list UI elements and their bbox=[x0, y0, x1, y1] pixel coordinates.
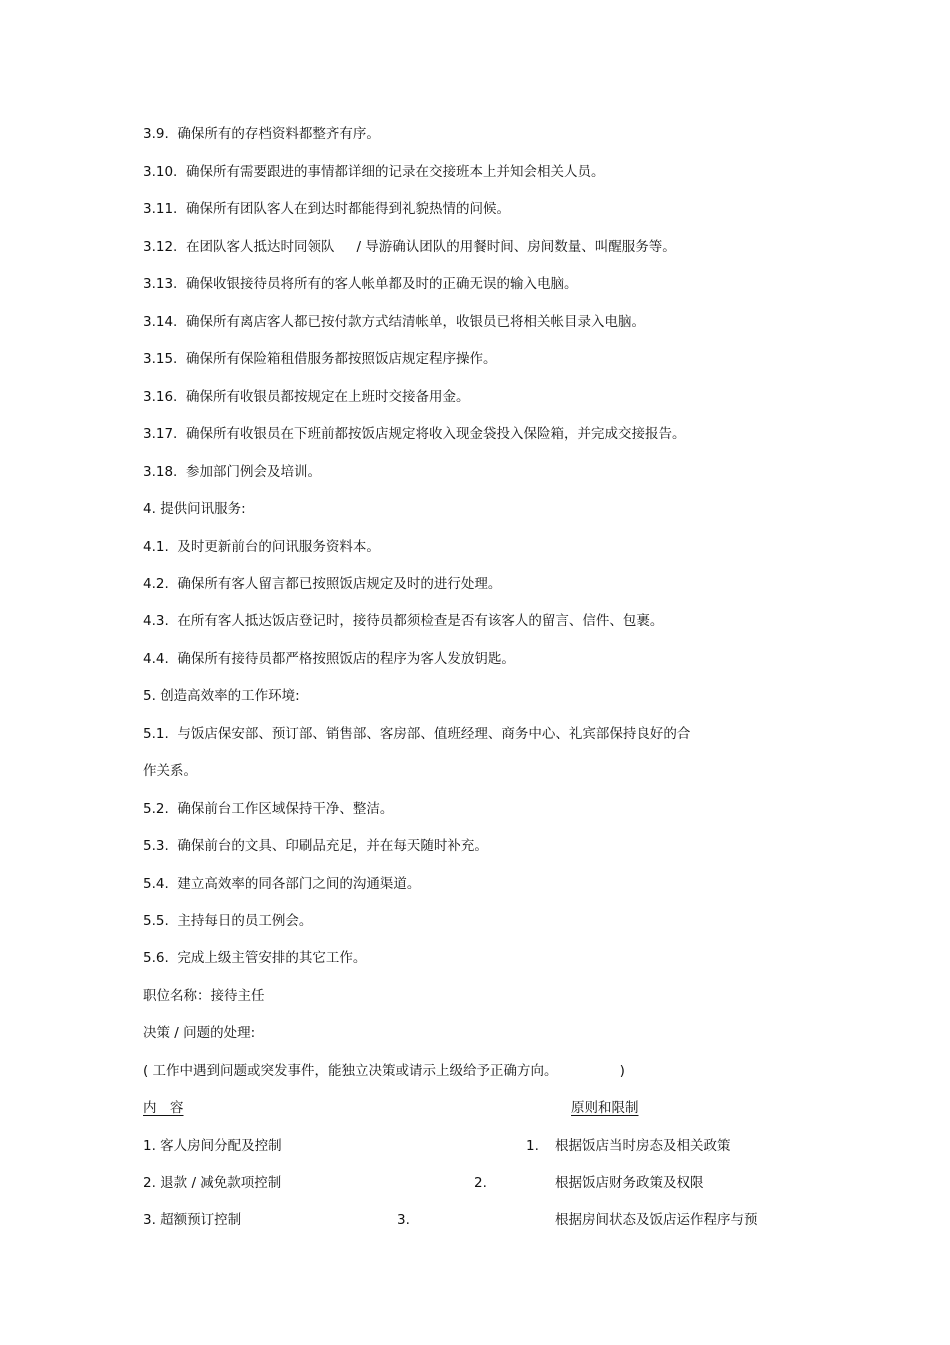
item-number: 5. bbox=[143, 688, 156, 704]
item-text: 与饭店保安部、预订部、销售部、客房部、值班经理、商务中心、礼宾部保持良好的合 bbox=[177, 726, 691, 742]
item-number: 4.1. bbox=[143, 539, 169, 555]
list-item bbox=[143, 725, 690, 743]
item-number: 3.14. bbox=[143, 314, 178, 330]
column-header-principle: 原则和限制 bbox=[571, 1100, 639, 1116]
table-cell-principle: 根据饭店财务政策及权限 bbox=[555, 1175, 704, 1191]
item-text: 在所有客人抵达饭店登记时，接待员都须检查是否有该客人的留言、信件、包裹。 bbox=[177, 613, 664, 629]
table-cell-number: 2. bbox=[474, 1175, 487, 1191]
item-text: 确保所有接待员都严格按照饭店的程序为客人发放钥匙。 bbox=[177, 651, 515, 667]
item-text: 主持每日的员工例会。 bbox=[177, 913, 313, 929]
item-text: 参加部门例会及培训。 bbox=[185, 464, 321, 480]
item-text: 确保所有离店客人都已按付款方式结清帐单，收银员已将相关帐目录入电脑。 bbox=[185, 314, 645, 330]
item-number: 5.4. bbox=[143, 876, 169, 892]
item-number: 4. bbox=[143, 501, 156, 517]
list-item bbox=[143, 949, 366, 967]
item-number: 3.17. bbox=[143, 426, 178, 442]
item-text: 提供问讯服务: bbox=[160, 501, 246, 517]
list-item bbox=[143, 163, 604, 181]
item-text: / 导游确认团队的用餐时间、房间数量、叫醒服务等。 bbox=[356, 239, 676, 255]
item-text: 作关系。 bbox=[143, 763, 197, 779]
item-number: 5.5. bbox=[143, 913, 169, 929]
list-item bbox=[143, 238, 676, 256]
table-cell-number: 3. bbox=[397, 1212, 410, 1228]
item-number: 5.6. bbox=[143, 950, 169, 966]
list-item bbox=[143, 350, 496, 368]
item-number: 5.3. bbox=[143, 838, 169, 854]
list-item bbox=[143, 837, 488, 855]
item-text: 确保前台的文具、印刷品充足，并在每天随时补充。 bbox=[177, 838, 488, 854]
list-item bbox=[143, 650, 515, 668]
item-text: 建立高效率的同各部门之间的沟通渠道。 bbox=[177, 876, 421, 892]
table-cell-content: 3. 超额预订控制 bbox=[143, 1212, 242, 1228]
item-number: 3.11. bbox=[143, 201, 178, 217]
list-item bbox=[143, 800, 393, 818]
item-text: 完成上级主管安排的其它工作。 bbox=[177, 950, 367, 966]
list-item bbox=[143, 575, 501, 593]
item-text: 确保所有客人留言都已按照饭店规定及时的进行处理。 bbox=[177, 576, 502, 592]
item-text: 确保所有团队客人在到达时都能得到礼貌热情的问候。 bbox=[185, 201, 510, 217]
item-number: 5.2. bbox=[143, 801, 169, 817]
list-item bbox=[143, 388, 469, 406]
item-text: 确保前台工作区域保持干净、整洁。 bbox=[177, 801, 394, 817]
table-cell-content: 1. 客人房间分配及控制 bbox=[143, 1138, 282, 1154]
item-number: 3.18. bbox=[143, 464, 178, 480]
list-item bbox=[143, 875, 420, 893]
section-heading bbox=[143, 687, 300, 705]
item-text: 确保所有收银员在下班前都按饭店规定将收入现金袋投入保险箱，并完成交接报告。 bbox=[185, 426, 686, 442]
list-item-continuation bbox=[143, 762, 197, 780]
item-number: 3.12. bbox=[143, 239, 178, 255]
item-number: 3.9. bbox=[143, 126, 169, 142]
item-number: 3.16. bbox=[143, 389, 178, 405]
table-cell-principle: 根据房间状态及饭店运作程序与预 bbox=[555, 1212, 758, 1228]
list-item bbox=[143, 538, 380, 556]
item-text: 创造高效率的工作环境: bbox=[160, 688, 300, 704]
item-text: 确保所有保险箱租借服务都按照饭店规定程序操作。 bbox=[185, 351, 497, 367]
item-number: 3.15. bbox=[143, 351, 178, 367]
position-title: 职位名称：接待主任 bbox=[143, 988, 265, 1004]
list-item bbox=[143, 313, 645, 331]
item-text: 确保所有收银员都按规定在上班时交接备用金。 bbox=[185, 389, 470, 405]
item-text: 在团队客人抵达时同领队 bbox=[185, 239, 335, 255]
decision-note-text: ( 工作中遇到问题或突发事件，能独立决策或请示上级给予正确方向。 bbox=[143, 1063, 558, 1079]
list-item bbox=[143, 425, 685, 443]
list-item bbox=[143, 275, 577, 293]
item-number: 4.4. bbox=[143, 651, 169, 667]
item-text: 及时更新前台的问讯服务资料本。 bbox=[177, 539, 380, 555]
item-number: 3.10. bbox=[143, 164, 178, 180]
list-item bbox=[143, 200, 510, 218]
item-number: 4.2. bbox=[143, 576, 169, 592]
decision-note bbox=[143, 1062, 625, 1080]
decision-heading: 决策 / 问题的处理: bbox=[143, 1025, 256, 1041]
item-text: 确保所有的存档资料都整齐有序。 bbox=[177, 126, 380, 142]
list-item bbox=[143, 912, 312, 930]
table-cell-principle: 根据饭店当时房态及相关政策 bbox=[555, 1138, 731, 1154]
item-number: 3.13. bbox=[143, 276, 178, 292]
decision-note-close: ) bbox=[619, 1063, 625, 1079]
table-cell-number: 1. bbox=[526, 1138, 539, 1154]
list-item bbox=[143, 612, 663, 630]
item-number: 5.1. bbox=[143, 726, 169, 742]
item-text: 确保收银接待员将所有的客人帐单都及时的正确无误的输入电脑。 bbox=[185, 276, 578, 292]
list-item bbox=[143, 125, 380, 143]
table-cell-content: 2. 退款 / 减免款项控制 bbox=[143, 1175, 282, 1191]
column-header-content: 内 容 bbox=[143, 1100, 184, 1116]
item-text: 确保所有需要跟进的事情都详细的记录在交接班本上并知会相关人员。 bbox=[185, 164, 605, 180]
item-number: 4.3. bbox=[143, 613, 169, 629]
list-item bbox=[143, 463, 321, 481]
section-heading bbox=[143, 500, 246, 518]
